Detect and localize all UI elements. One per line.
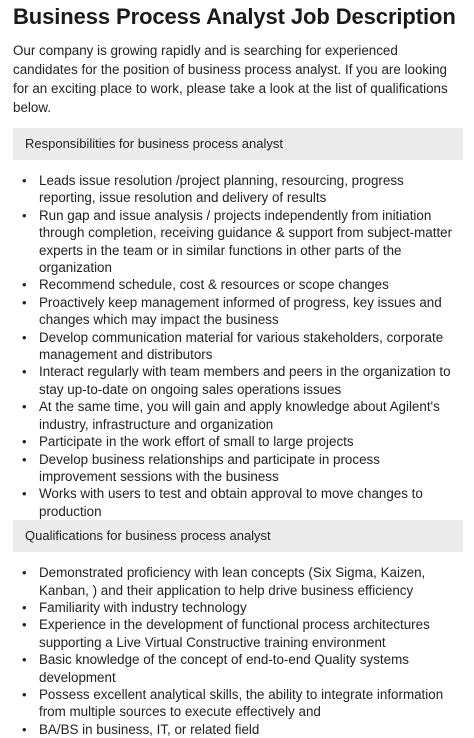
bullet-icon: • — [22, 207, 27, 223]
bullet-icon: • — [22, 294, 27, 310]
responsibilities-header: Responsibilities for business process analyst — [13, 128, 463, 160]
intro-paragraph: Our company is growing rapidly and is searching for experienced candidates for the position of business process analyst. If you are looking for an exciting place to work, please take a look at the list of qualifications below. — [13, 43, 448, 115]
list-item: • Develop business relationships and participate in process improvement sessions with the business — [22, 451, 380, 484]
list-item: • Familiarity with industry technology — [22, 599, 247, 615]
list-item: • Possess excellent analytical skills, the ability to integrate information from multiple sources to execute effectively and — [22, 686, 444, 720]
list-item: • Recommend schedule, cost & resources or scope changes — [22, 277, 389, 293]
list-item: • Participate in the work effort of small to large projects — [22, 434, 354, 450]
bullet-icon: • — [22, 434, 27, 450]
job-description-page — [0, 2, 474, 737]
bullet-icon: • — [22, 277, 27, 293]
page-title: Business Process Analyst Job Description — [13, 4, 456, 29]
list-item: • BA/BS in business, IT, or related field — [22, 721, 260, 737]
list-item: • Leads issue resolution /project planning, resourcing, progress reporting, issue resolution and delivery of results — [22, 173, 404, 206]
bullet-icon: • — [22, 617, 27, 633]
bullet-icon: • — [22, 686, 27, 702]
qualifications-header: Qualifications for business process analyst — [13, 520, 463, 552]
qualifications-list — [13, 564, 461, 738]
bullet-icon: • — [22, 652, 27, 668]
list-item: • Works with users to test and obtain approval to move changes to production — [22, 486, 423, 519]
list-item: • At the same time, you will gain and apply knowledge about Agilent's industry, infrastructure and organization — [22, 399, 440, 432]
bullet-icon: • — [22, 173, 27, 188]
bullet-icon: • — [22, 486, 27, 502]
list-item: • Develop communication material for various stakeholders, corporate management and distributors — [22, 329, 444, 363]
bullet-icon: • — [22, 565, 27, 581]
bullet-icon: • — [22, 364, 27, 380]
list-item: • Basic knowledge of the concept of end-to-end Quality systems development — [22, 652, 409, 685]
bullet-icon: • — [22, 399, 27, 415]
bullet-icon: • — [22, 599, 27, 615]
list-item: • Interact regularly with team members and peers in the organization to stay up-to-date on ongoing sales operations issues — [22, 364, 451, 397]
list-item: • Demonstrated proficiency with lean concepts (Six Sigma, Kaizen, Kanban, ) and their application to help drive business efficiency — [22, 565, 426, 598]
list-item: • Experience in the development of functional process architectures supporting a Live Virtual Constructive training environment — [22, 617, 430, 650]
bullet-icon: • — [22, 721, 27, 737]
bullet-icon: • — [22, 451, 27, 467]
bullet-icon: • — [22, 329, 27, 345]
list-item: • Proactively keep management informed of progress, key issues and changes which may impact the business — [22, 294, 442, 328]
responsibilities-list — [13, 172, 461, 520]
list-item: • Run gap and issue analysis / projects independently from initiation through completion, receiving guidance & support from subject-matter experts in the team or in similar functions in other parts of the organization — [22, 207, 453, 276]
